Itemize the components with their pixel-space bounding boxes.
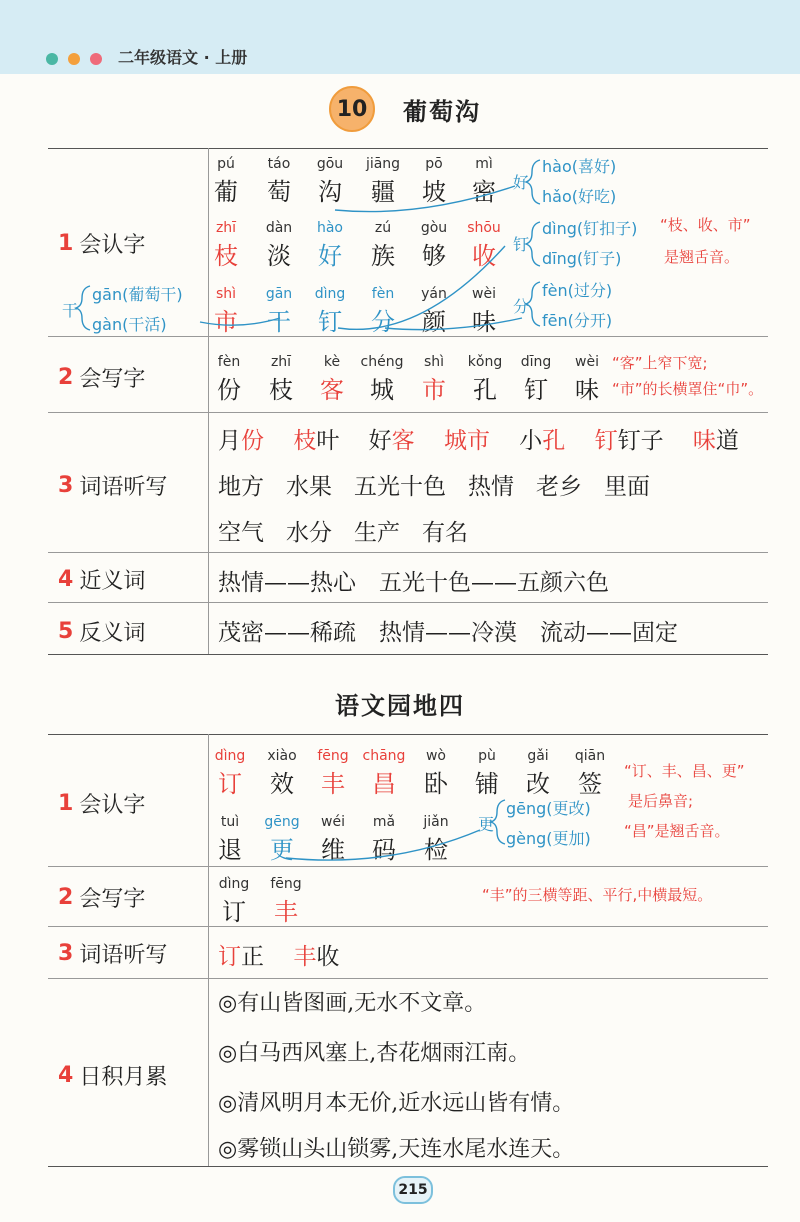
pinyin: chéng [360,354,404,370]
word-part: 正 [241,944,264,970]
polyphone-reading: dìng(钉扣子) [542,219,638,238]
row-number: 4 [58,567,74,592]
poem-line: ◎白马西风塞上,杏花烟雨江南。 [218,1041,531,1066]
poem-line: ◎清风明月本无价,近水远山皆有情。 [218,1091,575,1116]
ding-arrow [338,246,505,329]
word [218,944,264,970]
row-title: 会写字 [79,367,146,392]
pinyin: shōu [467,220,501,236]
character: 好 [318,242,342,270]
pinyin: dìng [314,286,346,302]
word-part: 钉 [594,428,618,454]
pinyin: gōu [316,156,344,172]
character: 市 [422,376,446,404]
geng-arrow [286,830,480,860]
character: 沟 [318,178,342,206]
word: 地方 [218,474,264,500]
pinyin: dàn [265,220,293,236]
pinyin: fèn [217,354,241,370]
word-part: 好 [368,428,392,454]
character: 族 [371,242,395,270]
polyphone-reading: hǎo(好吃) [542,187,617,206]
word: 里面 [604,474,650,500]
polyphone-reading: gēng(更改) [506,799,591,818]
word-part: 道 [715,428,739,454]
word-part: 枝 [293,428,317,454]
row-title: 会认字 [79,793,146,818]
word-part: 味 [692,428,716,454]
pinyin: gēng [264,814,300,830]
poem-line: ◎雾锁山头山锁雾,天连水尾水连天。 [218,1137,575,1162]
row-number: 1 [58,231,74,256]
pinyin: táo [267,156,291,172]
word-part: 小 [519,428,543,454]
character: 丰 [321,770,345,798]
row-title: 反义词 [79,621,146,646]
polyphone-reading: gèng(更加) [506,829,591,848]
character: 孔 [473,376,497,404]
polyphone-reading: gān(葡萄干) [92,285,183,304]
character: 味 [472,308,496,336]
word [444,428,490,454]
word-part: 孔 [542,428,566,454]
word-line [218,514,490,547]
character: 疆 [371,178,395,206]
character: 够 [422,242,446,270]
word-part: 客 [391,428,415,454]
pinyin: dìng [218,876,250,892]
row-number: 2 [58,885,74,910]
character: 枝 [214,242,238,270]
section-title: 语文园地四 [335,692,465,720]
character: 钉 [524,376,548,404]
polyphone-char: 干 [62,301,79,320]
word: 生产 [354,520,400,546]
pinyin: xiào [267,748,297,764]
pinyin: kǒng [467,354,503,370]
polyphone-reading: fèn(过分) [542,281,613,300]
pinyin: shì [423,354,445,370]
synonyms: 热情——热心 五光十色——五颜六色 [218,570,609,596]
character: 市 [214,308,238,336]
polyphone-reading: hào(喜好) [542,157,617,176]
character: 昌 [372,770,396,798]
pinyin: pù [478,748,496,764]
pinyin: jiǎn [423,814,449,830]
character: 码 [372,836,396,864]
word: 水分 [286,520,332,546]
word: 空气 [218,520,264,546]
pinyin: wèi [575,354,599,370]
pinyin: zú [374,220,392,236]
character: 份 [217,376,241,404]
row-label [58,938,167,969]
word-part: 叶 [316,428,340,454]
character: 颜 [422,308,446,336]
pinyin: mì [475,156,493,172]
pinyin: tuì [220,814,240,830]
character: 淡 [267,242,291,270]
row-title: 会认字 [79,233,146,258]
polyphone-char: 更 [478,815,495,834]
poem-line: ◎有山皆图画,无水不文章。 [218,991,487,1016]
character: 订 [222,898,246,926]
character: 枝 [269,376,293,404]
character: 检 [424,836,448,864]
character: 收 [472,242,496,270]
character: 卧 [424,770,448,798]
polyphone-char: 钉 [513,235,530,254]
character: 效 [270,770,294,798]
page-number: 215 [393,1176,433,1204]
character: 订 [218,770,242,798]
pinyin: yán [421,286,447,302]
pinyin: jiāng [365,156,401,172]
pinyin: chāng [362,748,406,764]
word [369,428,415,454]
pinyin: gǎi [527,748,549,764]
word: 五光十色 [354,474,446,500]
word [293,944,339,970]
tip-note: “枝、收、市” [660,216,751,234]
row-title: 日积月累 [79,1065,168,1090]
pinyin: zhī [270,354,292,370]
tip-note: “订、丰、昌、更” [624,762,745,780]
character: 改 [526,770,550,798]
tip-note: 是翘舌音。 [664,248,740,266]
word [519,428,565,454]
word: 老乡 [536,474,582,500]
pinyin: fēng [270,876,302,892]
pinyin: hào [316,220,344,236]
tip-note: “客”上窄下宽; [612,354,708,372]
gan-arrow [200,318,280,325]
character: 城 [370,376,394,404]
character: 分 [371,308,395,336]
pinyin: shì [215,286,237,302]
row-number: 1 [58,791,74,816]
hao-arrow [335,186,515,212]
polyphone-char: 好 [513,173,530,192]
word-part: 钉子 [617,428,664,454]
pinyin: pú [217,156,235,172]
row-number: 3 [58,473,74,498]
tip-note: 是后鼻音; [628,792,694,810]
pinyin: gān [265,286,293,302]
word [693,428,739,454]
row-title: 近义词 [79,569,146,594]
character: 钉 [318,308,342,336]
gan-brace [76,286,90,330]
word: 有名 [422,520,468,546]
antonyms: 茂密——稀疏 热情——冷漠 流动——固定 [218,620,678,646]
tip-note: “昌”是翘舌音。 [624,822,730,840]
character: 味 [575,376,599,404]
word-part: 丰 [293,944,317,970]
word-line [218,422,739,455]
row-label [58,882,145,913]
pinyin: zhī [215,220,237,236]
pinyin: fèn [371,286,395,302]
row-title: 词语听写 [79,475,168,500]
pinyin: wò [425,748,446,764]
polyphone-reading: fēn(分开) [542,311,613,330]
lesson-number: 10 [329,86,375,132]
word [595,428,664,454]
character: 萄 [267,178,291,206]
character: 更 [270,836,294,864]
character: 退 [218,836,242,864]
character: 维 [321,836,345,864]
pinyin: dīng [520,354,552,370]
word-part: 月 [218,428,241,454]
character: 干 [267,308,291,336]
word [293,428,339,454]
pinyin: pō [425,156,443,172]
pinyin: kè [323,354,341,370]
lesson-title: 葡萄沟 [403,97,481,126]
row-label [58,1060,167,1091]
character: 签 [578,770,602,798]
pinyin: qiān [574,748,606,764]
pinyin: mǎ [372,814,396,830]
polyphone-reading: dīng(钉子) [542,249,622,268]
row-number: 5 [58,619,74,644]
word-line [218,938,361,971]
pinyin: wèi [472,286,496,302]
polyphone-char: 分 [513,297,530,316]
character: 客 [320,376,344,404]
t2-rule [48,978,768,979]
tip-note: “丰”的三横等距、平行,中横最短。 [482,886,713,904]
word-part: 份 [241,428,264,454]
row-number: 4 [58,1063,74,1088]
tip-note: “市”的长横罩住“巾”。 [612,380,764,398]
character: 葡 [214,178,238,206]
pinyin: dìng [214,748,246,764]
word [218,428,264,454]
row-title: 词语听写 [79,943,168,968]
book-title: 二年级语文 · 上册 [118,48,248,67]
pinyin: gòu [420,220,448,236]
word: 热情 [468,474,514,500]
word-part: 城市 [443,428,490,454]
pinyin: fēng [317,748,349,764]
word-part: 订 [218,944,241,970]
word-part: 收 [316,944,340,970]
character: 坡 [422,178,446,206]
character: 密 [472,178,496,206]
word-line [218,468,672,501]
row-title: 会写字 [79,887,146,912]
character: 丰 [274,898,298,926]
polyphone-reading: gàn(干活) [92,315,167,334]
row-number: 3 [58,941,74,966]
t2-bottom-rule [48,1166,768,1167]
row-number: 2 [58,365,74,390]
t2-rule [48,926,768,927]
pinyin: wéi [321,814,345,830]
character: 铺 [475,770,499,798]
word: 水果 [286,474,332,500]
